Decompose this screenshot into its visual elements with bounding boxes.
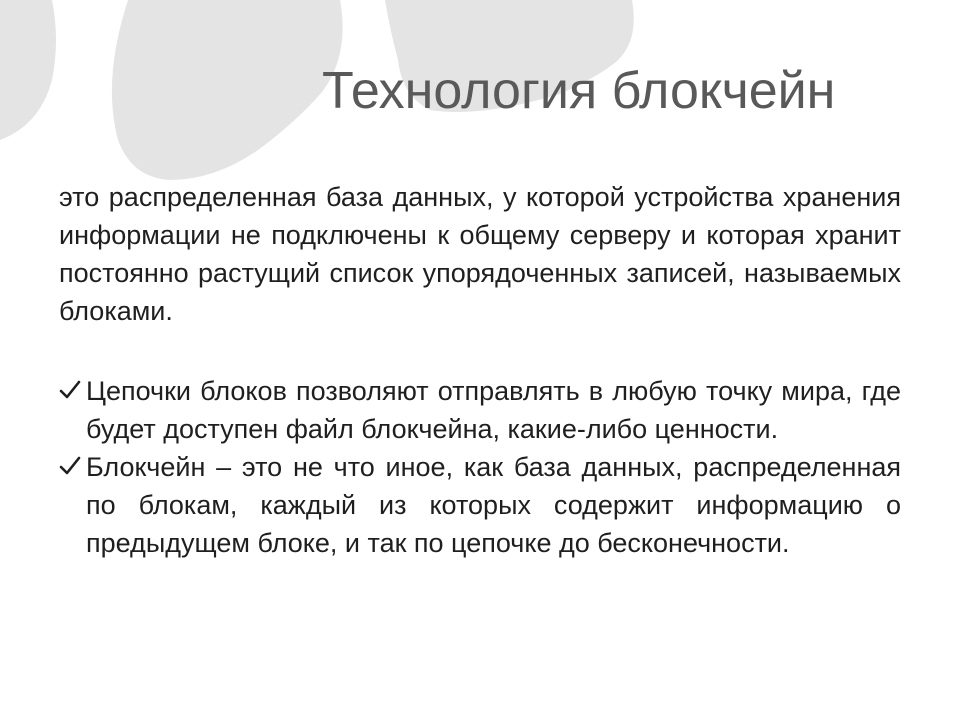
bullet-text: Блокчейн – это не что иное, как база данных, распределенная по блокам, каждый из которых содержит информацию о предыдущем блоке, и так по цепочке до бесконечности.: [86, 452, 901, 558]
checkmark-icon: [59, 379, 81, 401]
bullet-item: [59, 372, 901, 448]
checkmark-icon: [59, 455, 81, 477]
slide-content: [59, 178, 901, 562]
definition-paragraph: это распределенная база данных, у которой устройства хранения информации не подключены к общему серверу и которая хранит постоянно растущий список упорядоченных записей, называемых блоками.: [59, 182, 901, 326]
bullet-item: [59, 448, 901, 562]
slide-title: Технология блокчейн: [322, 62, 836, 120]
bullet-text: Цепочки блоков позволяют отправлять в любую точку мира, где будет доступен файл блокчейна, какие-либо ценности.: [86, 376, 901, 444]
background-shape-center: [112, 0, 343, 180]
background-shape-left: [0, 0, 56, 140]
